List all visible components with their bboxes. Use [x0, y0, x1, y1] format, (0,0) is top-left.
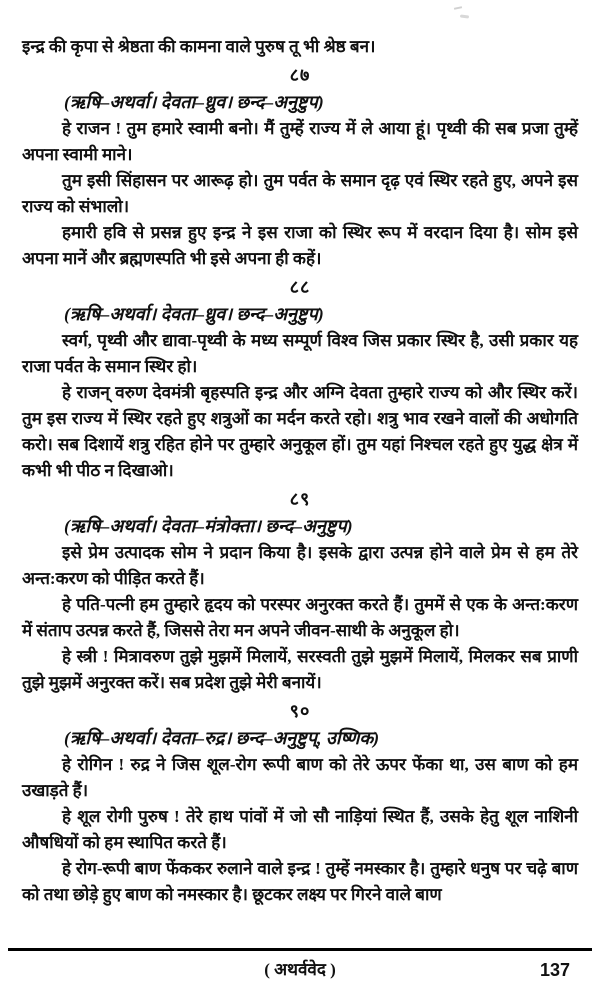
footer-book-title: ( अथर्ववेद )	[264, 960, 336, 979]
section-90-paragraph: हे रोगिन ! रुद्र ने जिस शूल-रोग रूपी बाण को तेरे ऊपर फेंका था, उस बाण को हम उखाड़ते हैं।	[22, 755, 578, 800]
opening-line: इन्द्र की कृपा से श्रेष्ठता की कामना वाले पुरुष तू भी श्रेष्ठ बन।	[22, 37, 376, 56]
section-88-paragraph: स्वर्ग, पृथ्वी और द्यावा-पृथ्वी के मध्य सम्पूर्ण विश्व जिस प्रकार स्थिर है, उसी प्रकार यह राजा पर्वत के समान स्थिर हो।	[22, 331, 578, 376]
footer-divider-rule	[8, 948, 592, 951]
section-89-paragraph: हे स्त्री ! मित्रावरुण तुझे मुझमें मिलायें, सरस्वती तुझे मुझमें मिलायें, मिलकर सब प्राणी तुझे मुझमें अनुरक्त करें। सब प्रदेश तुझे मेरी बनायें।	[22, 647, 578, 692]
page-content	[22, 34, 578, 908]
section-90-paragraph: हे रोग-रूपी बाण फेंककर रुलाने वाले इन्द्र ! तुम्हें नमस्कार है। तुम्हारे धनुष पर चढ़े बाण को तथा छोड़े हुए बाण को नमस्कार है। छूटकर लक्ष्य पर गिरने वाले बाण	[22, 859, 578, 904]
section-87-paragraph: तुम इसी सिंहासन पर आरूढ़ हो। तुम पर्वत के समान दृढ़ एवं स्थिर रहते हुए, अपने इस राज्य को संभालो।	[22, 171, 578, 216]
section-89-paragraph: हे पति-पत्नी हम तुम्हारे हृदय को परस्पर अनुरक्त करते हैं। तुममें से एक के अन्त:करण में संताप उत्पन्न करते हैं, जिससे तेरा मन अपने जीवन-साथी के अनुकूल हो।	[22, 595, 578, 640]
section-87-paragraph: हे राजन ! तुम हमारे स्वामी बनो। मैं तुम्हें राज्य में ले आया हूं। पृथ्वी की सब प्रजा तुम्हें अपना स्वामी माने।	[22, 119, 578, 164]
section-number-88: ८८	[289, 277, 311, 297]
section-header-89: (ऋषि–अथर्वा। देवता–मंत्रोक्ता। छन्द–अनुष्टुप)	[64, 516, 353, 536]
section-87-paragraph: हमारी हवि से प्रसन्न हुए इन्द्र ने इस राजा को स्थिर रूप में वरदान दिया है। सोम इसे अपना मानें और ब्रह्मणस्पति भी इसे अपना ही कहें।	[22, 223, 578, 268]
section-number-87: ८७	[289, 65, 311, 85]
footer-page-number: 137	[539, 960, 570, 980]
section-89-paragraph: इसे प्रेम उत्पादक सोम ने प्रदान किया है। इसके द्वारा उत्पन्न होने वाले प्रेम से हम तेरे अन्त:करण को पीड़ित करते हैं।	[22, 543, 578, 588]
section-header-87: (ऋषि–अथर्वा। देवता–ध्रुव। छन्द–अनुष्टुप)	[64, 92, 324, 112]
section-header-90: (ऋषि–अथर्वा। देवता–रुद्र। छन्द–अनुष्टुप्, उष्णिक)	[64, 728, 380, 748]
section-88-paragraph: हे राजन् वरुण देवमंत्री बृहस्पति इन्द्र और अग्नि देवता तुम्हारे राज्य को और स्थिर करें। तुम इस राज्य में स्थिर रहते हुए शत्रुओं का मर्दन करते रहो। शत्रु भाव रखने वालों की अधोगति करो। सब दिशायें शत्रु रहित होने पर तुम्हारे अनुकूल हों। तुम यहां निश्चल रहते हुए युद्ध क्षेत्र में कभी भी पीठ न दिखाओ।	[22, 383, 578, 480]
section-header-88: (ऋषि–अथर्वा। देवता–ध्रुव। छन्द–अनुष्टुप)	[64, 304, 324, 324]
scan-smudge-mark	[452, 6, 474, 22]
section-number-90: ९०	[289, 701, 311, 721]
section-number-89: ८९	[289, 489, 311, 509]
page-footer	[22, 956, 578, 984]
section-90-paragraph: हे शूल रोगी पुरुष ! तेरे हाथ पांवों में जो सौ नाड़ियां स्थित हैं, उसके हेतु शूल नाशिनी औषधियों को हम स्थापित करते हैं।	[22, 807, 578, 852]
